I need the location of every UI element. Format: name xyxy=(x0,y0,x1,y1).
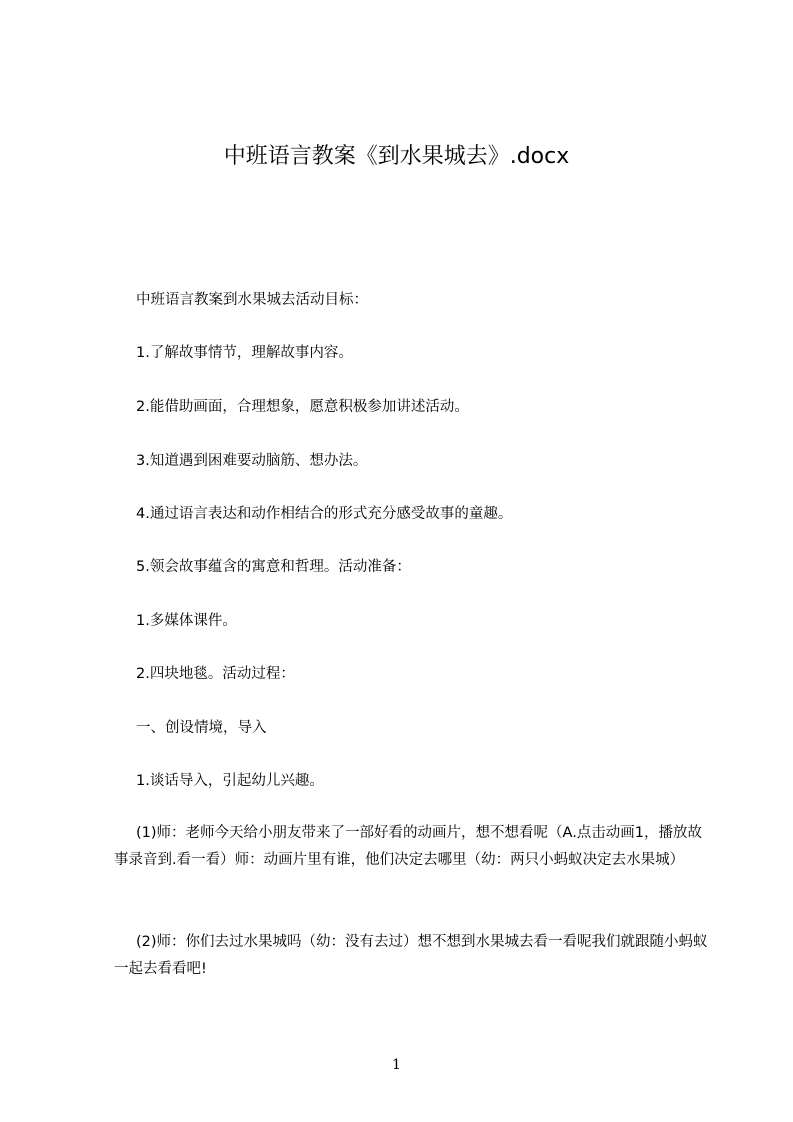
page-number: 1 xyxy=(392,1057,401,1073)
paragraph-step-1-detail-2: (2)师：你们去过水果城吗（幼：没有去过）想不想到水果城去看一看呢我们就跟随小蚂蚁一起去看看吧! xyxy=(114,934,708,977)
paragraph-objectives-heading: 中班语言教案到水果城去活动目标： xyxy=(136,292,368,308)
paragraph-objective-4: 4.通过语言表达和动作相结合的形式充分感受故事的童趣。 xyxy=(136,506,513,522)
document-title: 中班语言教案《到水果城去》.docx xyxy=(223,144,570,169)
paragraph-step-1: 1.谈话导入，引起幼儿兴趣。 xyxy=(136,773,324,789)
paragraph-step-1-detail-1: (1)师：老师今天给小朋友带来了一部好看的动画片，想不想看呢（A.点击动画1，播放故事录音到.看一看）师：动画片里有谁，他们决定去哪里（幼：两只小蚂蚁决定去水果城） xyxy=(114,825,703,868)
paragraph-section-1-heading: 一、创设情境，导入 xyxy=(136,720,267,736)
paragraph-objective-2: 2.能借助画面，合理想象，愿意积极参加讲述活动。 xyxy=(136,399,469,415)
paragraph-objective-3: 3.知道遇到困难要动脑筋、想办法。 xyxy=(136,453,368,469)
paragraph-objective-1: 1.了解故事情节，理解故事内容。 xyxy=(136,345,353,361)
paragraph-prep-2: 2.四块地毯。活动过程： xyxy=(136,666,295,682)
paragraph-objective-5: 5.领会故事蕴含的寓意和哲理。活动准备： xyxy=(136,559,411,575)
paragraph-prep-1: 1.多媒体课件。 xyxy=(136,613,237,629)
